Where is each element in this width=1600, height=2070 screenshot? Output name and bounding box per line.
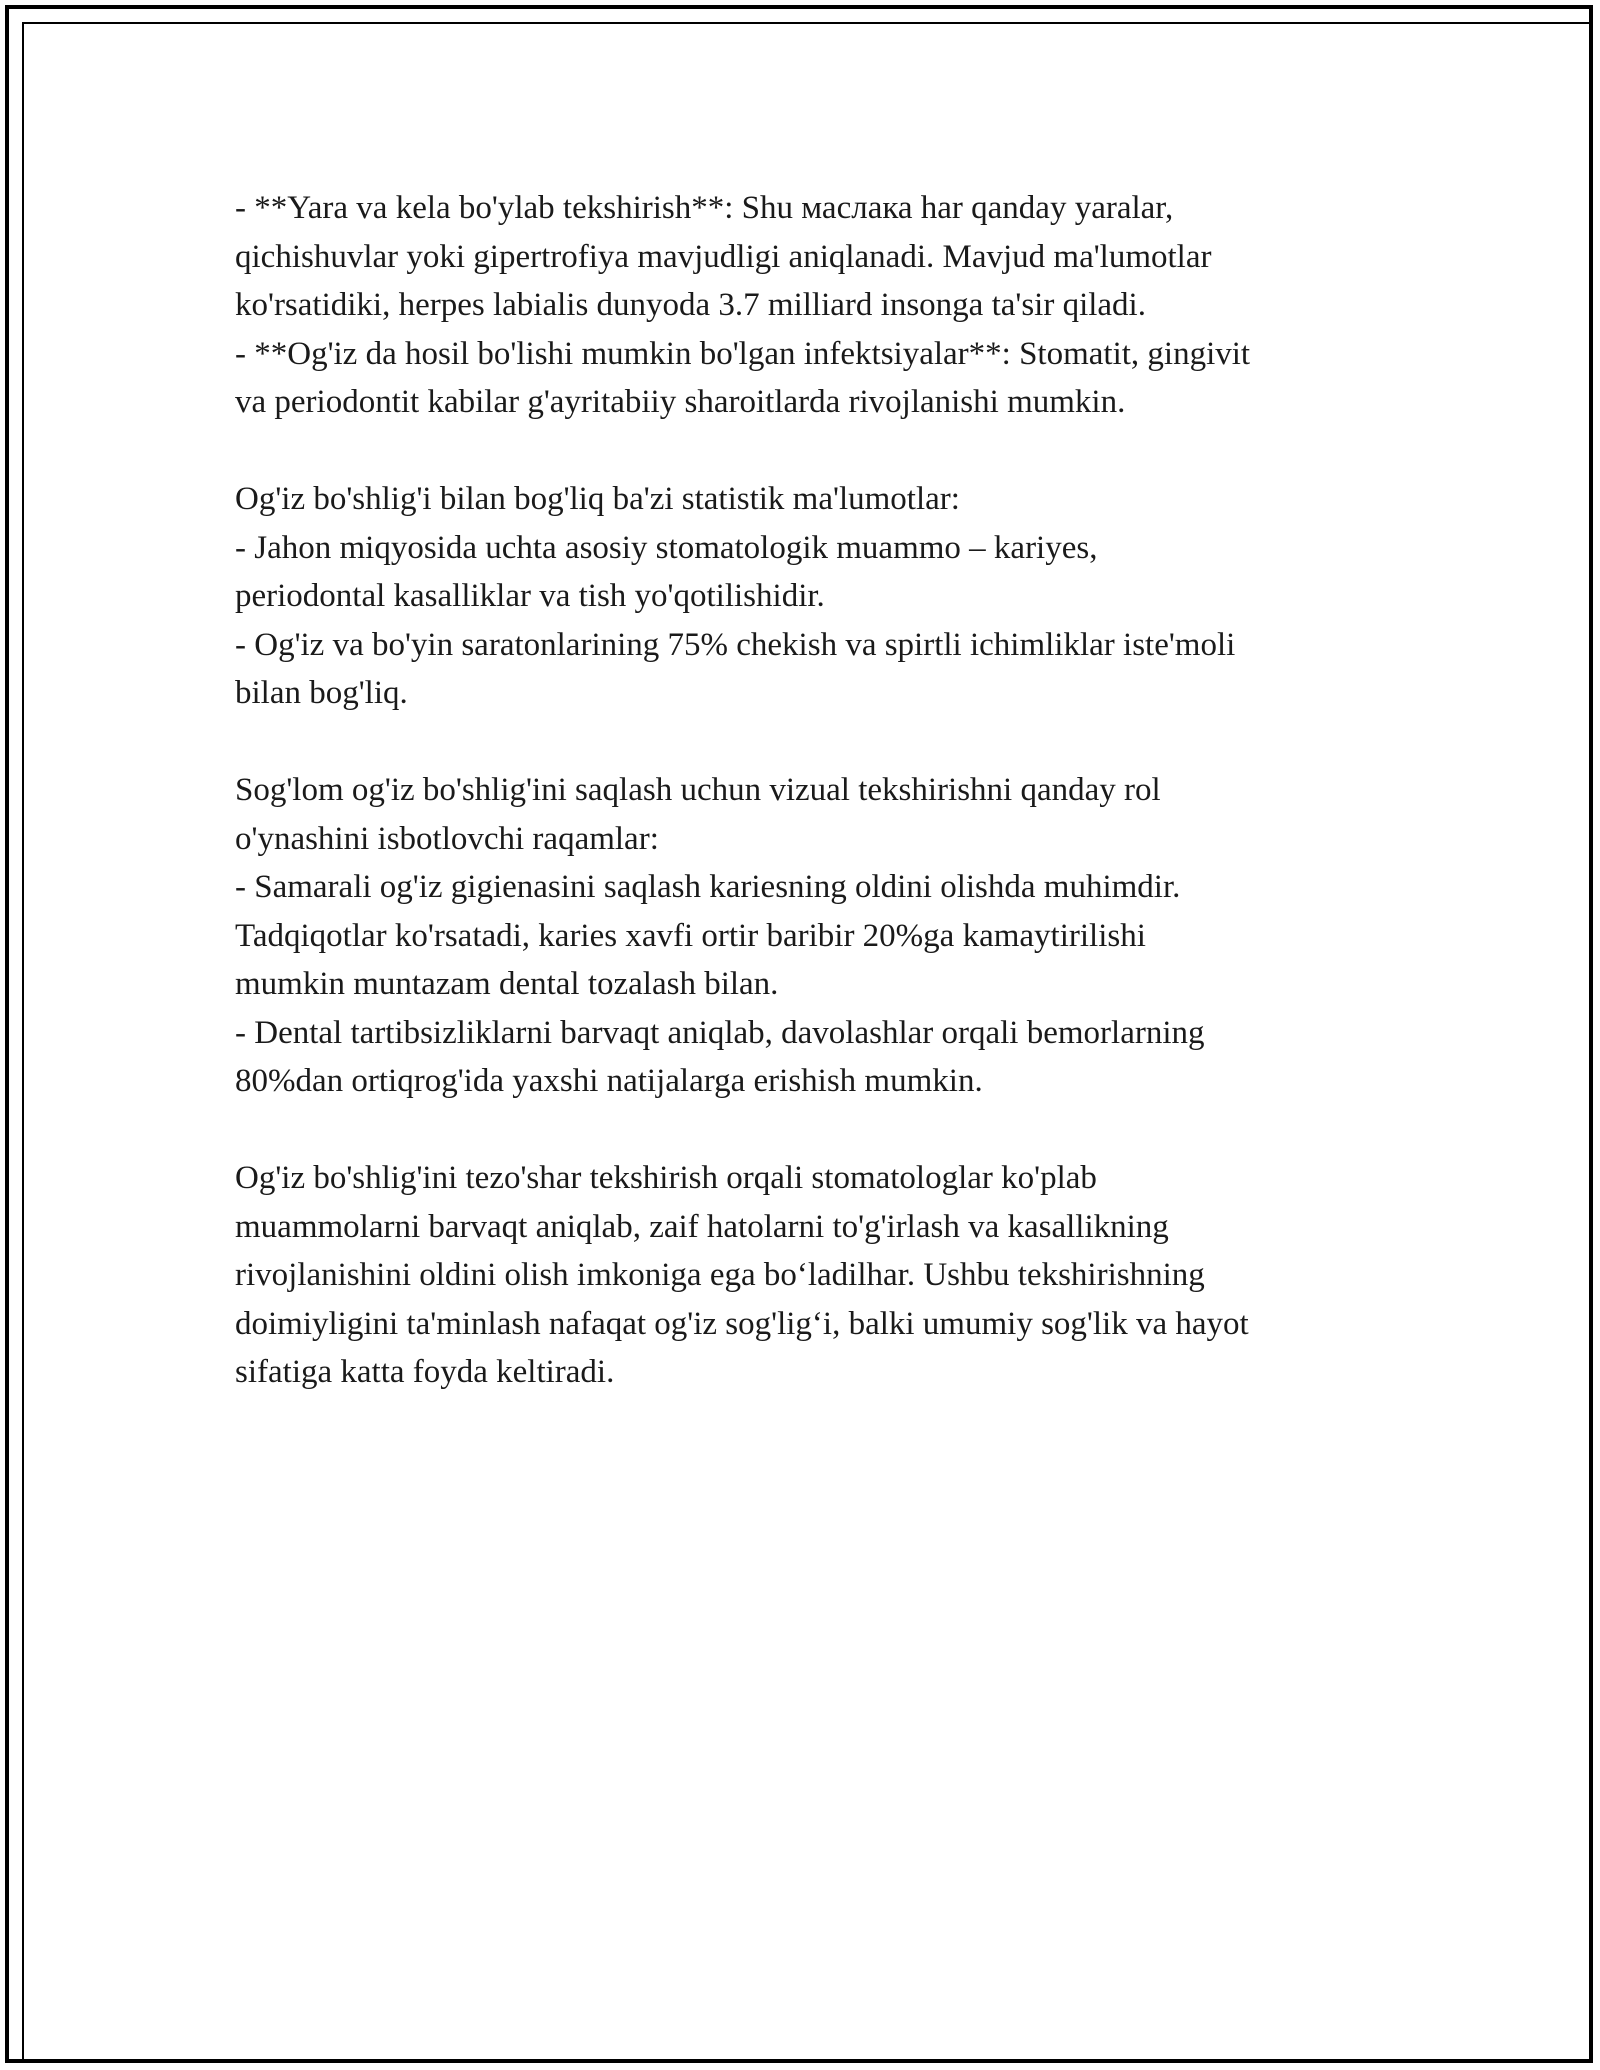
text-line: o'ynashini isbotlovchi raqamlar: (235, 820, 659, 857)
text-line: qichishuvlar yoki gipertrofiya mavjudligi aniqlanadi. Mavjud ma'lumotlar (235, 238, 1212, 275)
text-line: - Samarali og'iz gigienasini saqlash kariesning oldini olishda muhimdir. (235, 869, 1181, 905)
text-line: muammolarni barvaqt aniqlab, zaif hatolarni to'g'irlash va kasallikning (235, 1208, 1169, 1245)
text-line: ko'rsatidiki, herpes labialis dunyoda 3.7 milliard insonga ta'sir qiladi. (235, 287, 1146, 323)
paragraph-gap (235, 1106, 1375, 1155)
paragraph-evidence (235, 766, 1375, 1106)
text-line: bilan bog'liq. (235, 675, 408, 711)
paragraph-gap (235, 427, 1375, 476)
text-line: - **Og'iz da hosil bo'lishi mumkin bo'lgan infektsiyalar**: Stomatit, gingivit (235, 335, 1251, 372)
paragraph-statistics (235, 475, 1375, 718)
text-line: periodontal kasalliklar va tish yo'qotilishidir. (235, 578, 825, 614)
text-line: rivojlanishini oldini olish imkoniga ega bo‘ladilhar. Ushbu tekshirishning (235, 1257, 1205, 1293)
text-line: - Dental tartibsizliklarni barvaqt aniqlab, davolashlar orqali bemorlarning (235, 1014, 1205, 1051)
document-body (235, 184, 1375, 1397)
paragraph-gap (235, 718, 1375, 767)
text-line: sifatiga katta foyda keltiradi. (235, 1354, 615, 1390)
text-line: - **Yara va kela bo'ylab tekshirish**: Shu маслака har qanday yaralar, (235, 190, 1174, 226)
text-line: Og'iz bo'shlig'ini tezo'shar tekshirish orqali stomatologlar ko'plab (235, 1160, 1097, 1196)
text-line: mumkin muntazam dental tozalash bilan. (235, 966, 779, 1002)
text-line: Tadqiqotlar ko'rsatadi, karies xavfi ortir baribir 20%ga kamaytirilishi (235, 917, 1146, 954)
text-line: va periodontit kabilar g'ayritabiiy sharoitlarda rivojlanishi mumkin. (235, 384, 1126, 420)
text-line: Sog'lom og'iz bo'shlig'ini saqlash uchun vizual tekshirishni qanday rol (235, 772, 1161, 808)
text-line: - Og'iz va bo'yin saratonlarining 75% chekish va spirtli ichimliklar iste'moli (235, 626, 1236, 663)
text-line: 80%dan ortiqrog'ida yaxshi natijalarga erishish mumkin. (235, 1063, 983, 1099)
text-line: doimiyligini ta'minlash nafaqat og'iz sog'lig‘i, balki umumiy sog'lik va hayot (235, 1305, 1249, 1342)
paragraph-conclusion (235, 1154, 1375, 1397)
text-line: - Jahon miqyosida uchta asosiy stomatologik muammo – kariyes, (235, 529, 1098, 566)
text-line: Og'iz bo'shlig'i bilan bog'liq ba'zi statistik ma'lumotlar: (235, 481, 960, 517)
paragraph-lesion-check (235, 184, 1375, 427)
